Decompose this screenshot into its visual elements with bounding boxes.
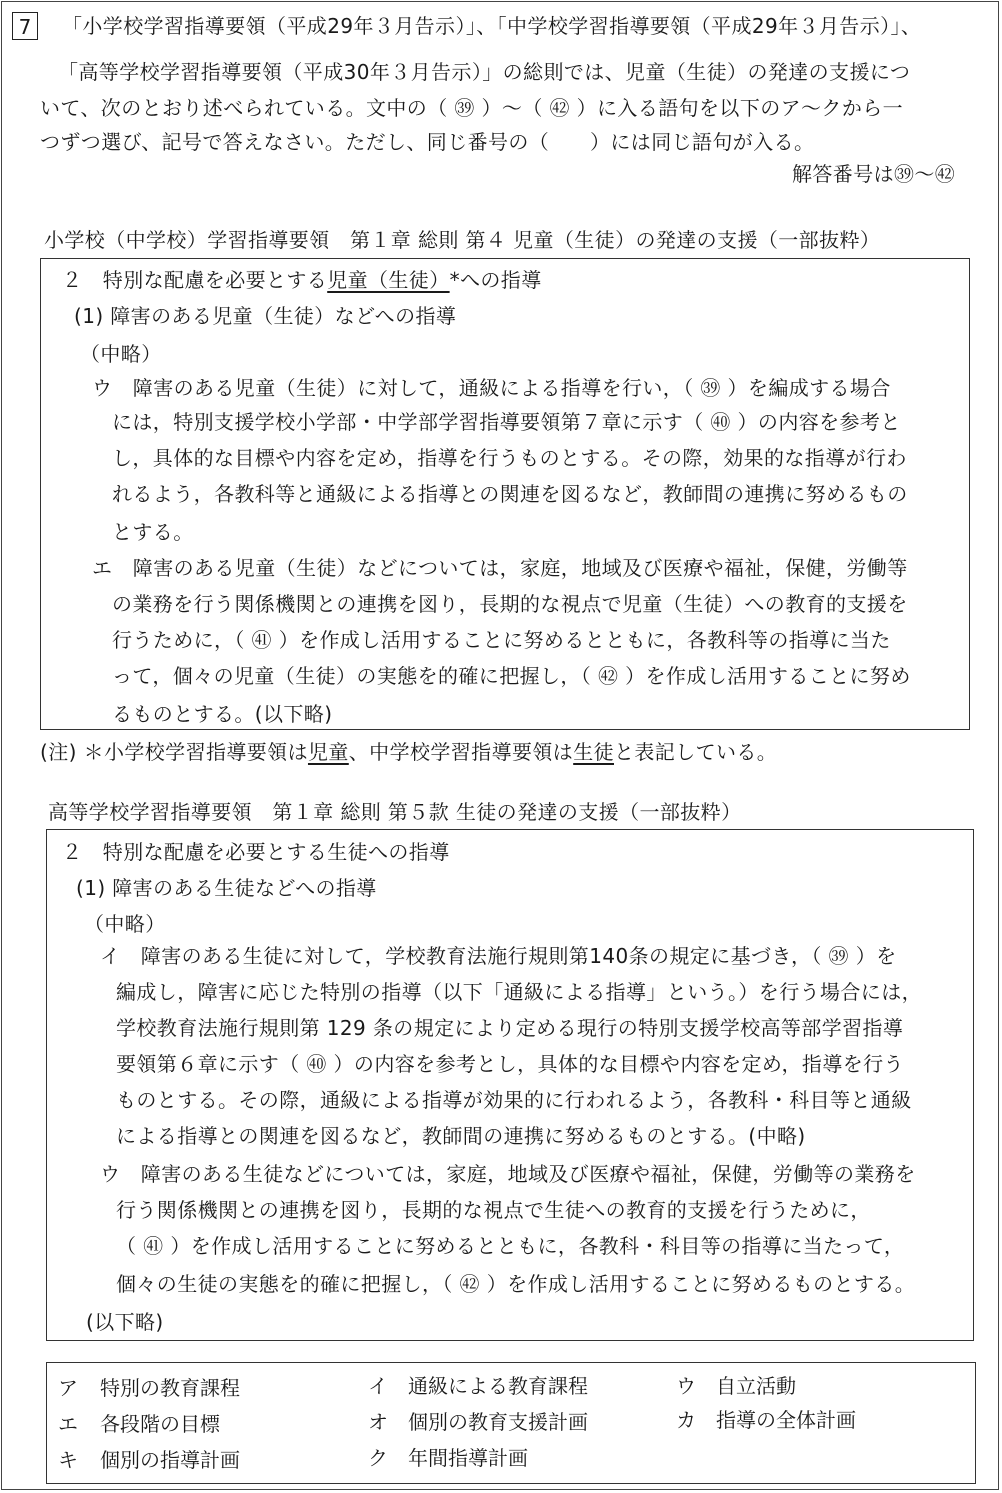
- answer-numbers: 解答番号は㊴～㊷: [792, 162, 956, 186]
- choice-key: エ: [58, 1412, 78, 1436]
- choice-text: 通級による教育課程: [408, 1374, 588, 1398]
- section1-u-line-4: れるよう，各教科等と通級による指導との関連を図るなど，教師間の連携に努めるもの: [112, 482, 908, 506]
- section2-i-line-4: 要領第６章に示す（ ㊵ ）の内容を参考とし，具体的な目標や内容を定め，指導を行う: [116, 1052, 904, 1076]
- question-line-4: つずつ選び、記号で答えなさい。ただし、同じ番号の（ ）には同じ語句が入る。: [40, 130, 815, 154]
- underlined-term: 児童（生徒）: [327, 268, 450, 292]
- section1-e-line-5: るものとする。(以下略): [112, 702, 333, 726]
- footnote: (注) ＊小学校学習指導要領は児童、中学校学習指導要領は生徒と表記している。: [40, 740, 778, 764]
- section2-i-line-5: ものとする。その際，通級による指導が効果的に行われるよう，各教科・科目等と通級: [116, 1088, 912, 1112]
- footnote-word-1: 児童: [307, 740, 349, 764]
- section2-box: [46, 829, 974, 1341]
- choice-text: 自立活動: [716, 1374, 796, 1398]
- section1-u-line-5: とする。: [112, 520, 194, 544]
- section1-e-line-3: 行うために，（ ㊶ ）を作成し活用することに努めるとともに，各教科等の指導に当た: [112, 628, 891, 652]
- section1-omitted: （中略）: [80, 342, 162, 366]
- section2-trailing: (以下略): [86, 1310, 164, 1334]
- choice-key: ア: [58, 1376, 78, 1400]
- section2-u-line-2: 行う関係機関との連携を図り，長期的な視点で生徒への教育的支援を行うために，: [116, 1198, 871, 1222]
- section1-e-line-4: って，個々の児童（生徒）の実態を的確に把握し，（ ㊷ ）を作成し活用することに努め: [112, 664, 911, 688]
- section2-item-title: ２ 特別な配慮を必要とする生徒への指導: [62, 840, 450, 864]
- choice-key: ク: [368, 1446, 388, 1470]
- section1-heading: 小学校（中学校）学習指導要領 第１章 総則 第４ 児童（生徒）の発達の支援（一部抜粋）: [44, 228, 881, 252]
- choice-text: 特別の教育課程: [100, 1376, 240, 1400]
- section2-i-line-6: による指導との関連を図るなど，教師間の連携に努めるものとする。(中略): [116, 1124, 806, 1148]
- section1-u-line-1: ウ 障害のある児童（生徒）に対して，通級による指導を行い，（ ㊴ ）を編成する場合: [92, 376, 891, 400]
- section1-subtitle: (1) 障害のある児童（生徒）などへの指導: [74, 304, 457, 328]
- section2-u-line-4: 個々の生徒の実態を的確に把握し，（ ㊷ ）を作成し活用することに努めるものとする。: [116, 1272, 916, 1296]
- section2-omitted: （中略）: [84, 912, 166, 936]
- section2-i-line-3: 学校教育法施行規則第 129 条の規定により定める現行の特別支援学校高等部学習指導: [116, 1016, 904, 1040]
- section2-heading: 高等学校学習指導要領 第１章 総則 第５款 生徒の発達の支援（一部抜粋）: [48, 800, 742, 824]
- question-number: 7: [12, 12, 38, 40]
- question-line-1: 「小学校学習指導要領（平成29年３月告示）」、「中学校学習指導要領（平成29年３月告示）」、: [62, 14, 922, 38]
- question-line-2: 「高等学校学習指導要領（平成30年３月告示）」の総則では、児童（生徒）の発達の支援につ: [58, 60, 911, 84]
- question-line-3: いて、次のとおり述べられている。文中の（ ㊴ ）～（ ㊷ ）に入る語句を以下のア～クから一: [40, 96, 904, 120]
- section2-i-line-2: 編成し，障害に応じた特別の指導（以下「通級による指導」という。）を行う場合には，: [116, 980, 922, 1004]
- section2-subtitle: (1) 障害のある生徒などへの指導: [76, 876, 377, 900]
- choice-text: 個別の教育支援計画: [408, 1410, 588, 1434]
- section1-e-line-1: エ 障害のある児童（生徒）などについては，家庭，地域及び医療や福祉，保健，労働等: [92, 556, 908, 580]
- section1-u-line-3: し，具体的な目標や内容を定め，指導を行うものとする。その際，効果的な指導が行わ: [112, 446, 907, 470]
- footnote-word-2: 生徒: [573, 740, 614, 764]
- choice-text: 各段階の目標: [100, 1412, 220, 1436]
- choice-text: 指導の全体計画: [716, 1408, 856, 1432]
- section1-e-line-2: の業務を行う関係機関との連携を図り，長期的な視点で児童（生徒）への教育的支援を: [112, 592, 908, 616]
- choice-key: ウ: [676, 1374, 696, 1398]
- section1-item-title: ２ 特別な配慮を必要とする児童（生徒）*への指導: [62, 268, 542, 292]
- choice-text: 年間指導計画: [408, 1446, 528, 1470]
- section1-u-line-2: には，特別支援学校小学部・中学部学習指導要領第７章に示す（ ㊵ ）の内容を参考と: [112, 410, 901, 434]
- choice-key: カ: [676, 1408, 696, 1432]
- section2-u-line-1: ウ 障害のある生徒などについては，家庭，地域及び医療や福祉，保健，労働等の業務を: [100, 1162, 916, 1186]
- section2-i-line-1: イ 障害のある生徒に対して，学校教育法施行規則第140条の規定に基づき，（ ㊴ ）を: [100, 944, 897, 968]
- choice-key: イ: [368, 1374, 388, 1398]
- choice-key: オ: [368, 1410, 388, 1434]
- section2-u-line-3: （ ㊶ ）を作成し活用することに努めるとともに，各教科・科目等の指導に当たって，: [116, 1234, 905, 1258]
- choice-text: 個別の指導計画: [100, 1448, 240, 1472]
- choice-key: キ: [58, 1448, 78, 1472]
